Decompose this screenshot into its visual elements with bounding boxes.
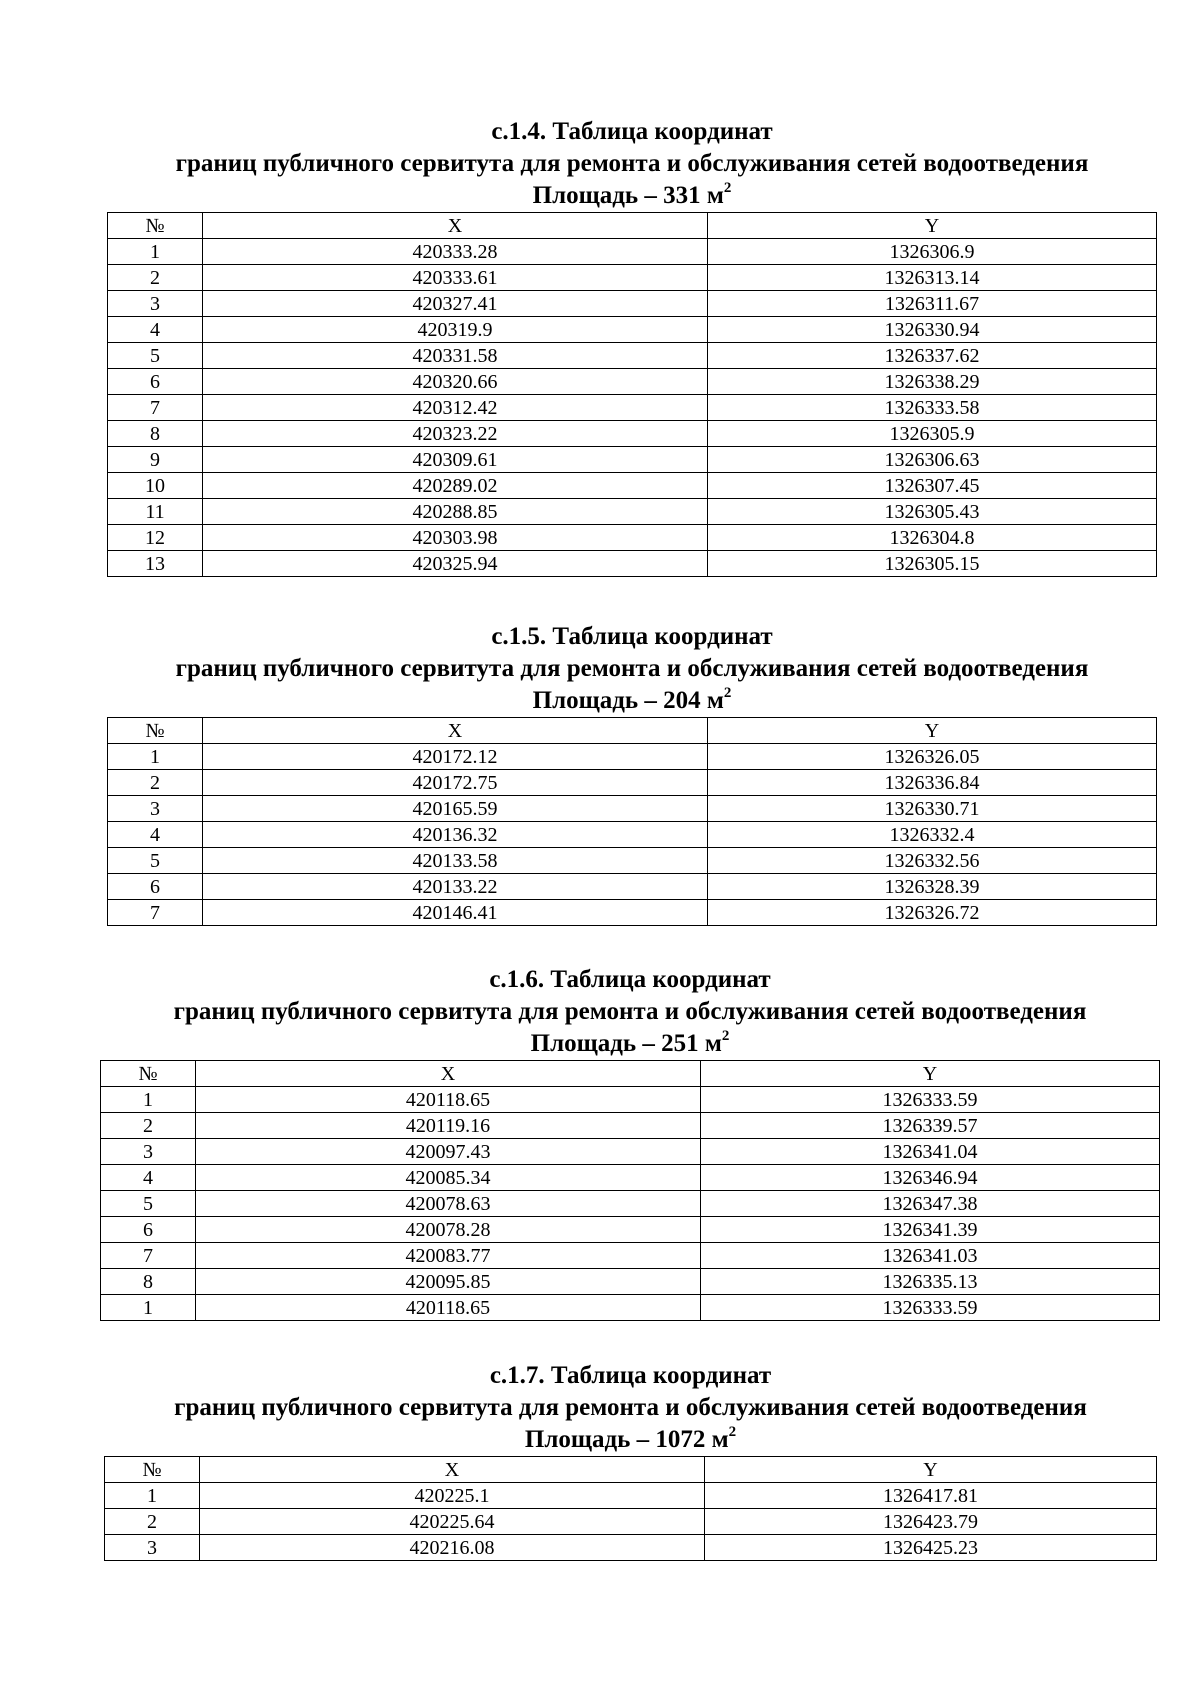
coord-x: 420133.58: [203, 848, 708, 874]
point-number: 4: [108, 822, 203, 848]
header-y: Y: [701, 1061, 1160, 1087]
table-row: [108, 551, 1157, 577]
table-row: [108, 291, 1157, 317]
section-1-4: [107, 116, 1157, 577]
point-number: 1: [108, 744, 203, 770]
coordinates-table: [107, 717, 1157, 926]
coord-x: 420312.42: [203, 395, 708, 421]
table-heading: [104, 1360, 1157, 1456]
area-superscript: 2: [723, 684, 732, 701]
coord-x: 420333.61: [203, 265, 708, 291]
section-1-7: [104, 1360, 1157, 1561]
point-number: 6: [101, 1217, 196, 1243]
table-area: [104, 1424, 1157, 1456]
coord-y: 1326305.15: [708, 551, 1157, 577]
table-row: [108, 796, 1157, 822]
coord-x: 420165.59: [203, 796, 708, 822]
table-row: [108, 473, 1157, 499]
coord-x: 420323.22: [203, 421, 708, 447]
point-number: 1: [108, 239, 203, 265]
point-number: 4: [101, 1165, 196, 1191]
header-number: №: [101, 1061, 196, 1087]
coord-y: 1326341.04: [701, 1139, 1160, 1165]
coord-y: 1326330.94: [708, 317, 1157, 343]
header-y: Y: [705, 1457, 1157, 1483]
point-number: 2: [108, 770, 203, 796]
table-header-row: [101, 1061, 1160, 1087]
point-number: 4: [108, 317, 203, 343]
table-row: [108, 265, 1157, 291]
table-title: с.1.6. Таблица координат: [489, 966, 771, 993]
header-x: X: [196, 1061, 701, 1087]
table-row: [101, 1295, 1160, 1321]
coord-x: 420303.98: [203, 525, 708, 551]
table-row: [101, 1113, 1160, 1139]
table-title: с.1.5. Таблица координат: [491, 623, 773, 650]
coord-y: 1326425.23: [705, 1535, 1157, 1561]
coord-y: 1326333.58: [708, 395, 1157, 421]
coord-y: 1326305.43: [708, 499, 1157, 525]
point-number: 2: [105, 1509, 200, 1535]
point-number: 7: [108, 395, 203, 421]
table-area: [107, 685, 1157, 717]
table-row: [108, 369, 1157, 395]
coord-x: 420172.75: [203, 770, 708, 796]
coord-x: 420225.1: [200, 1483, 705, 1509]
coord-x: 420133.22: [203, 874, 708, 900]
coord-x: 420118.65: [196, 1295, 701, 1321]
table-row: [101, 1165, 1160, 1191]
coord-x: 420136.32: [203, 822, 708, 848]
coord-x: 420225.64: [200, 1509, 705, 1535]
coord-y: 1326311.67: [708, 291, 1157, 317]
table-row: [108, 447, 1157, 473]
table-subtitle: границ публичного сервитута для ремонта и обслуживания сетей водоотведения: [173, 998, 1087, 1025]
point-number: 2: [108, 265, 203, 291]
coord-y: 1326423.79: [705, 1509, 1157, 1535]
table-row: [108, 317, 1157, 343]
area-text: Площадь – 204 м: [532, 687, 724, 714]
section-1-6: [100, 964, 1160, 1321]
table-heading: [107, 116, 1157, 212]
table-subtitle: границ публичного сервитута для ремонта и обслуживания сетей водоотведения: [174, 1394, 1087, 1421]
header-x: X: [203, 213, 708, 239]
coord-y: 1326346.94: [701, 1165, 1160, 1191]
table-area: [100, 1028, 1160, 1060]
coord-y: 1326307.45: [708, 473, 1157, 499]
point-number: 3: [101, 1139, 196, 1165]
table-title: с.1.4. Таблица координат: [491, 118, 773, 145]
coord-x: 420119.16: [196, 1113, 701, 1139]
point-number: 10: [108, 473, 203, 499]
coord-x: 420095.85: [196, 1269, 701, 1295]
point-number: 1: [105, 1483, 200, 1509]
header-number: №: [108, 718, 203, 744]
table-row: [101, 1269, 1160, 1295]
area-text: Площадь – 1072 м: [524, 1426, 729, 1453]
point-number: 5: [108, 848, 203, 874]
coord-y: 1326326.72: [708, 900, 1157, 926]
area-superscript: 2: [723, 179, 732, 196]
table-row: [101, 1243, 1160, 1269]
coordinates-table: [104, 1456, 1157, 1561]
area-superscript: 2: [721, 1027, 730, 1044]
coord-x: 420325.94: [203, 551, 708, 577]
coord-y: 1326341.39: [701, 1217, 1160, 1243]
point-number: 12: [108, 525, 203, 551]
table-row: [101, 1087, 1160, 1113]
table-row: [108, 848, 1157, 874]
coord-y: 1326339.57: [701, 1113, 1160, 1139]
point-number: 3: [108, 291, 203, 317]
coord-x: 420078.28: [196, 1217, 701, 1243]
coord-y: 1326347.38: [701, 1191, 1160, 1217]
point-number: 1: [101, 1295, 196, 1321]
point-number: 7: [108, 900, 203, 926]
coord-x: 420078.63: [196, 1191, 701, 1217]
point-number: 5: [108, 343, 203, 369]
coord-y: 1326305.9: [708, 421, 1157, 447]
header-x: X: [203, 718, 708, 744]
point-number: 5: [101, 1191, 196, 1217]
table-row: [108, 395, 1157, 421]
point-number: 13: [108, 551, 203, 577]
table-row: [101, 1139, 1160, 1165]
table-subtitle: границ публичного сервитута для ремонта и обслуживания сетей водоотведения: [175, 655, 1089, 682]
coord-y: 1326326.05: [708, 744, 1157, 770]
table-row: [101, 1191, 1160, 1217]
coordinates-table: [107, 212, 1157, 577]
coord-x: 420083.77: [196, 1243, 701, 1269]
table-row: [108, 770, 1157, 796]
table-subtitle: границ публичного сервитута для ремонта и обслуживания сетей водоотведения: [175, 150, 1089, 177]
table-row: [108, 421, 1157, 447]
table-row: [108, 822, 1157, 848]
coord-y: 1326341.03: [701, 1243, 1160, 1269]
coordinates-table: [100, 1060, 1160, 1321]
section-1-5: [107, 621, 1157, 926]
coord-x: 420097.43: [196, 1139, 701, 1165]
point-number: 8: [101, 1269, 196, 1295]
header-y: Y: [708, 213, 1157, 239]
coord-y: 1326328.39: [708, 874, 1157, 900]
table-heading: [100, 964, 1160, 1060]
coord-y: 1326417.81: [705, 1483, 1157, 1509]
table-header-row: [108, 718, 1157, 744]
coord-y: 1326332.4: [708, 822, 1157, 848]
coord-x: 420309.61: [203, 447, 708, 473]
coord-y: 1326338.29: [708, 369, 1157, 395]
coord-y: 1326332.56: [708, 848, 1157, 874]
point-number: 1: [101, 1087, 196, 1113]
coord-y: 1326313.14: [708, 265, 1157, 291]
table-header-row: [108, 213, 1157, 239]
coord-x: 420085.34: [196, 1165, 701, 1191]
coord-x: 420327.41: [203, 291, 708, 317]
area-text: Площадь – 251 м: [530, 1030, 722, 1057]
coord-y: 1326335.13: [701, 1269, 1160, 1295]
coord-x: 420333.28: [203, 239, 708, 265]
coord-x: 420320.66: [203, 369, 708, 395]
table-row: [101, 1217, 1160, 1243]
coord-y: 1326333.59: [701, 1087, 1160, 1113]
point-number: 8: [108, 421, 203, 447]
table-header-row: [105, 1457, 1157, 1483]
coord-y: 1326306.63: [708, 447, 1157, 473]
table-row: [108, 343, 1157, 369]
table-row: [108, 744, 1157, 770]
point-number: 3: [105, 1535, 200, 1561]
coord-y: 1326337.62: [708, 343, 1157, 369]
table-title: с.1.7. Таблица координат: [489, 1362, 772, 1389]
coord-x: 420146.41: [203, 900, 708, 926]
point-number: 11: [108, 499, 203, 525]
point-number: 7: [101, 1243, 196, 1269]
table-row: [108, 239, 1157, 265]
coord-x: 420118.65: [196, 1087, 701, 1113]
coord-x: 420288.85: [203, 499, 708, 525]
coord-x: 420172.12: [203, 744, 708, 770]
area-superscript: 2: [728, 1423, 737, 1440]
point-number: 6: [108, 369, 203, 395]
header-y: Y: [708, 718, 1157, 744]
coord-y: 1326306.9: [708, 239, 1157, 265]
coord-y: 1326304.8: [708, 525, 1157, 551]
area-text: Площадь – 331 м: [532, 182, 724, 209]
header-number: №: [108, 213, 203, 239]
point-number: 2: [101, 1113, 196, 1139]
point-number: 6: [108, 874, 203, 900]
coord-x: 420319.9: [203, 317, 708, 343]
coord-x: 420331.58: [203, 343, 708, 369]
table-row: [108, 900, 1157, 926]
table-row: [105, 1483, 1157, 1509]
table-row: [105, 1509, 1157, 1535]
table-row: [108, 499, 1157, 525]
header-x: X: [200, 1457, 705, 1483]
table-row: [108, 874, 1157, 900]
header-number: №: [105, 1457, 200, 1483]
table-row: [108, 525, 1157, 551]
point-number: 3: [108, 796, 203, 822]
table-row: [105, 1535, 1157, 1561]
coord-y: 1326333.59: [701, 1295, 1160, 1321]
coord-x: 420216.08: [200, 1535, 705, 1561]
coord-y: 1326336.84: [708, 770, 1157, 796]
coord-y: 1326330.71: [708, 796, 1157, 822]
table-heading: [107, 621, 1157, 717]
point-number: 9: [108, 447, 203, 473]
table-area: [107, 180, 1157, 212]
coord-x: 420289.02: [203, 473, 708, 499]
